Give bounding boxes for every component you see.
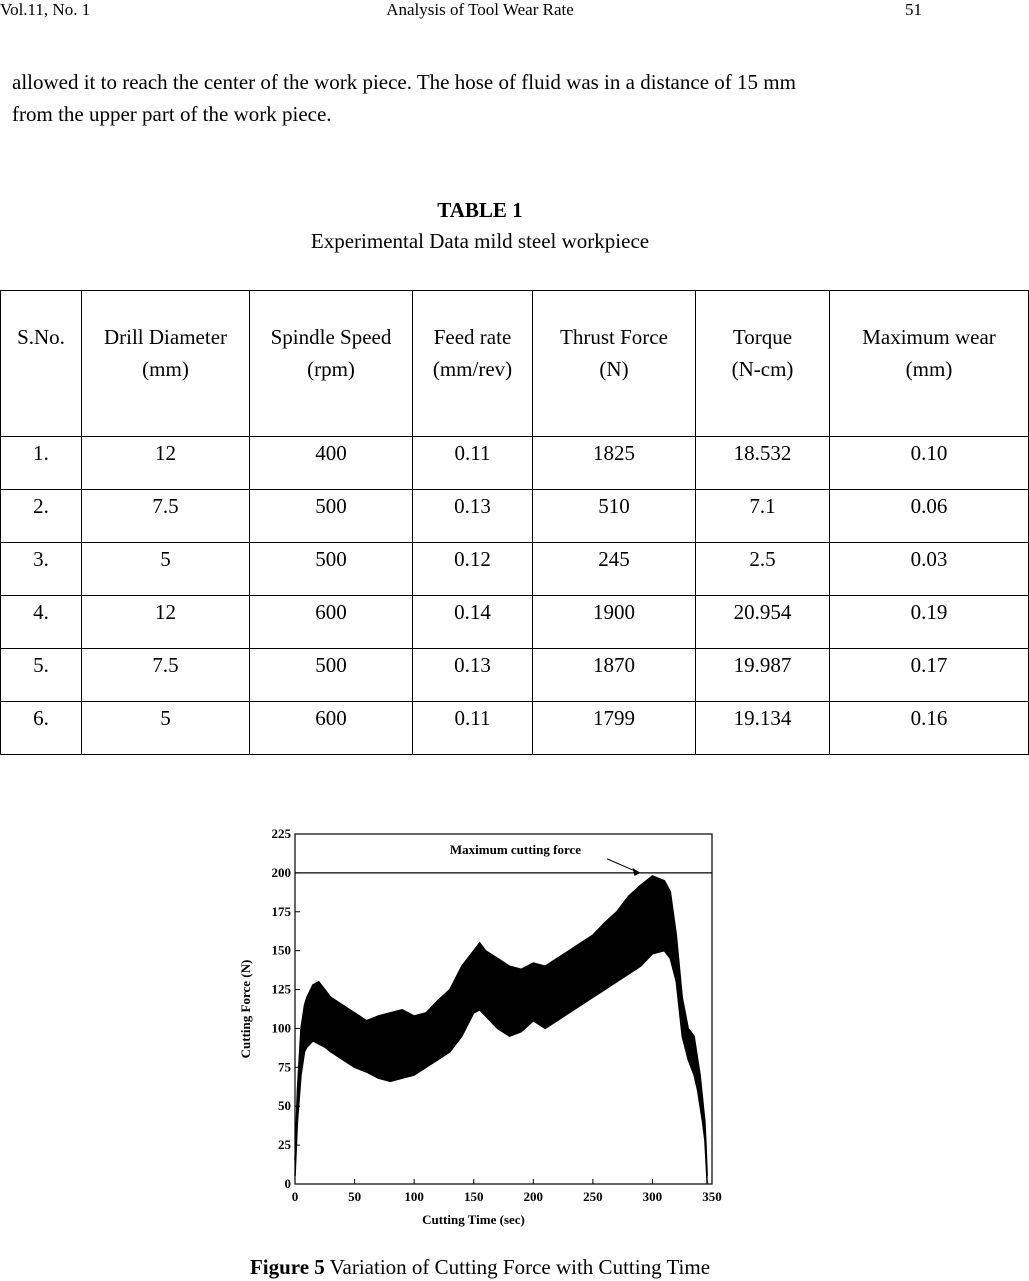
header-title: Analysis of Tool Wear Rate bbox=[386, 0, 574, 19]
table-cell: 500 bbox=[250, 490, 413, 543]
table-cell: 1900 bbox=[533, 596, 696, 649]
table-cell: 1. bbox=[1, 437, 82, 490]
table-cell: 510 bbox=[533, 490, 696, 543]
table-cell: 0.11 bbox=[413, 437, 533, 490]
table-row bbox=[1, 596, 1029, 649]
table-header-row bbox=[1, 291, 1029, 437]
experimental-data-table bbox=[0, 290, 1029, 755]
x-tick-label: 250 bbox=[583, 1189, 603, 1204]
body-paragraph bbox=[12, 66, 796, 130]
table-cell: 500 bbox=[250, 649, 413, 702]
x-tick-label: 100 bbox=[404, 1189, 424, 1204]
header-torque: Torque (N-cm) bbox=[696, 291, 830, 437]
header-journal: Vol.11, No. 1 bbox=[0, 0, 91, 19]
y-tick-label: 150 bbox=[271, 942, 291, 958]
table-row bbox=[1, 543, 1029, 596]
annotation-arrowhead bbox=[633, 868, 641, 876]
table-cell: 19.987 bbox=[696, 649, 830, 702]
y-tick-label: 100 bbox=[271, 1020, 291, 1036]
table-cell: 600 bbox=[250, 596, 413, 649]
figure-label: Figure 5 bbox=[249, 1255, 325, 1279]
y-tick-label: 225 bbox=[271, 826, 291, 841]
cutting-force-chart bbox=[230, 822, 740, 1242]
table-cell: 0.11 bbox=[413, 702, 533, 755]
table-cell: 7.5 bbox=[82, 649, 250, 702]
header-spindle-speed: Spindle Speed (rpm) bbox=[250, 291, 413, 437]
header-drill-diameter: Drill Diameter (mm) bbox=[82, 291, 250, 437]
table-cell: 12 bbox=[82, 437, 250, 490]
x-tick-label: 150 bbox=[463, 1189, 484, 1204]
table-cell: 6. bbox=[1, 702, 82, 755]
x-tick-label: 200 bbox=[523, 1189, 544, 1204]
table-cell: 0.10 bbox=[830, 437, 1029, 490]
table-cell: 0.13 bbox=[413, 649, 533, 702]
table-cell: 12 bbox=[82, 596, 250, 649]
table-cell: 7.5 bbox=[82, 490, 250, 543]
x-tick-label: 350 bbox=[702, 1189, 722, 1204]
table-cell: 245 bbox=[533, 543, 696, 596]
table-cell: 3. bbox=[1, 543, 82, 596]
header-feed-rate: Feed rate (mm/rev) bbox=[413, 291, 533, 437]
table-cell: 18.532 bbox=[696, 437, 830, 490]
table-cell: 0.16 bbox=[830, 702, 1029, 755]
header-thrust-force: Thrust Force (N) bbox=[533, 291, 696, 437]
table-cell: 5 bbox=[82, 543, 250, 596]
table-cell: 0.06 bbox=[830, 490, 1029, 543]
table-cell: 2.5 bbox=[696, 543, 830, 596]
table-cell: 1799 bbox=[533, 702, 696, 755]
table-row bbox=[1, 649, 1029, 702]
y-tick-label: 125 bbox=[271, 981, 291, 997]
header-maximum-wear: Maximum wear (mm) bbox=[830, 291, 1029, 437]
paragraph-line-1: allowed it to reach the center of the work piece. The hose of fluid was in a distance of 15 mm bbox=[12, 70, 796, 94]
y-tick-label: 0 bbox=[284, 1176, 291, 1191]
table-cell: 5 bbox=[82, 702, 250, 755]
annotation-arrow bbox=[607, 859, 636, 871]
table-cell: 1870 bbox=[533, 649, 696, 702]
y-tick-label: 25 bbox=[278, 1137, 291, 1153]
table-cell: 4. bbox=[1, 596, 82, 649]
table-cell: 0.17 bbox=[830, 649, 1029, 702]
table-cell: 20.954 bbox=[696, 596, 830, 649]
figure-caption bbox=[0, 1253, 960, 1281]
table-row bbox=[1, 437, 1029, 490]
table-cell: 2. bbox=[1, 490, 82, 543]
table-cell: 500 bbox=[250, 543, 413, 596]
table-label: TABLE 1 bbox=[437, 198, 523, 222]
x-tick-label: 0 bbox=[291, 1189, 299, 1204]
table-row bbox=[1, 702, 1029, 755]
table-cell: 19.134 bbox=[696, 702, 830, 755]
y-tick-label: 200 bbox=[271, 864, 291, 880]
table-cell: 0.19 bbox=[830, 596, 1029, 649]
table-cell: 1825 bbox=[533, 437, 696, 490]
x-tick-label: 300 bbox=[642, 1189, 663, 1204]
y-axis-label: Cutting Force (N) bbox=[238, 959, 253, 1059]
x-tick-label: 50 bbox=[348, 1189, 362, 1204]
y-tick-label: 175 bbox=[271, 903, 291, 919]
table-row bbox=[1, 490, 1029, 543]
table-caption: Experimental Data mild steel workpiece bbox=[310, 229, 650, 253]
x-axis-label: Cutting Time (sec) bbox=[422, 1212, 525, 1227]
table-cell: 600 bbox=[250, 702, 413, 755]
table-cell: 400 bbox=[250, 437, 413, 490]
y-tick-label: 75 bbox=[278, 1059, 291, 1075]
table-cell: 0.13 bbox=[413, 490, 533, 543]
table-cell: 0.14 bbox=[413, 596, 533, 649]
header-sno: S.No. bbox=[1, 291, 82, 437]
table-cell: 0.03 bbox=[830, 543, 1029, 596]
figure-caption-text: Variation of Cutting Force with Cutting Time bbox=[324, 1255, 711, 1279]
table-cell: 0.12 bbox=[413, 543, 533, 596]
paragraph-line-2: from the upper part of the work piece. bbox=[12, 102, 332, 126]
y-tick-label: 50 bbox=[278, 1098, 291, 1114]
table-cell: 5. bbox=[1, 649, 82, 702]
header-page-number: 51 bbox=[905, 0, 922, 19]
maximum-force-annotation: Maximum cutting force bbox=[449, 842, 582, 858]
table-cell: 7.1 bbox=[696, 490, 830, 543]
